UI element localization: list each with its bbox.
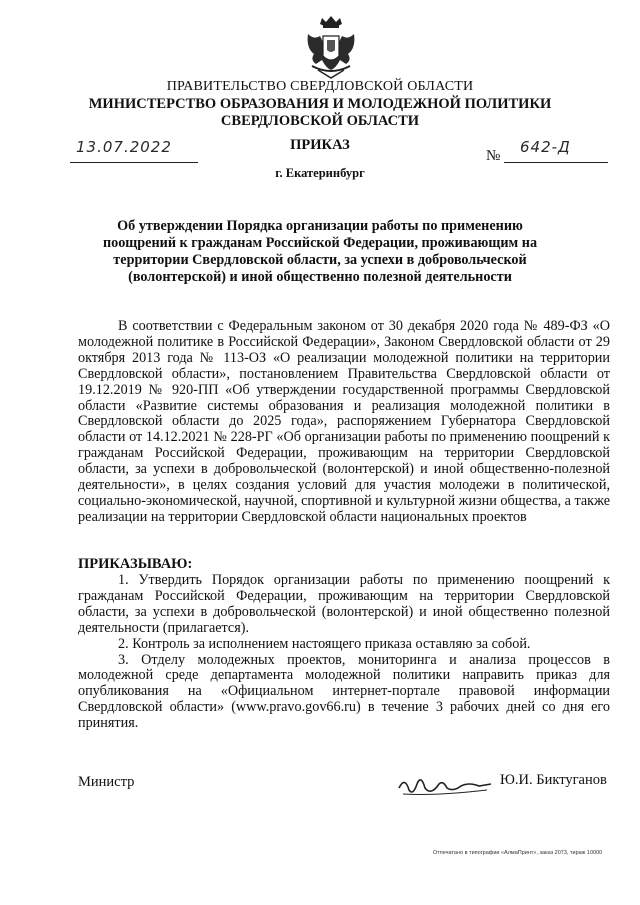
print-footer: Отпечатано в типографии «АлмаПринт», заказ 2073, тираж 10000 bbox=[433, 850, 603, 856]
government-name: ПРАВИТЕЛЬСТВО СВЕРДЛОВСКОЙ ОБЛАСТИ bbox=[166, 79, 474, 94]
signatory-name: Ю.И. Биктуганов bbox=[500, 772, 607, 788]
order-directive: ПРИКАЗЫВАЮ: bbox=[78, 556, 193, 572]
order-date-field bbox=[70, 138, 198, 163]
signatory-position: Министр bbox=[78, 774, 135, 790]
document-type: ПРИКАЗ bbox=[290, 137, 350, 153]
city: г. Екатеринбург bbox=[275, 166, 365, 180]
order-date: 13.07.2022 bbox=[76, 138, 172, 156]
order-item-2: 2. Контроль за исполнением настоящего приказа оставляю за собой. bbox=[118, 635, 531, 652]
preamble-paragraph: В соответствии с Федеральным законом от 30 декабря 2020 года № 489-ФЗ «О молодежной политике в Российской Федерации», Законом Свердловской области от 29 октября 2013 года № 113-ОЗ «О реализации молодежной политики на территории Свердловской области», постановлением Правительства Свердловской области от 19.12.2019 № 920-ПП «Об утверждении государственной программы Свердловской области «Развитие системы образования и реализация молодежной политики в Свердловской области до 2025 года», распоряжением Губернатора Свердловской области от 14.12.2021 № 228-РГ «Об организации работы по применению поощрений к гражданам Российской Федерации, проживающим на территории Свердловской области, за успехи в добровольческой (волонтерской) и иной общественно-полезной деятельности», в целях создания условий для участия молодежи в политической, социально-экономической, научной, спортивной и культурной жизни общества, а также реализации на территории Свердловской области национальных проектов bbox=[78, 318, 610, 525]
order-item-1: 1. Утвердить Порядок организации работы по применению поощрений к гражданам Российской Федерации, проживающим на территории Свердловской области, за успехи в добровольческой (волонтерской) и иной общественно полезной деятельности (прилагается). bbox=[78, 572, 610, 636]
order-number-label: № bbox=[486, 148, 501, 164]
order-items bbox=[78, 573, 610, 732]
order-number-field bbox=[504, 138, 608, 163]
order-item-3: 3. Отделу молодежных проектов, мониторинга и анализа процессов в молодежной среде департамента молодежной политики направить приказ для опубликования на «Официальном интернет-портале правовой информации Свердловской области» (www.pravo.gov66.ru) в течение 3 рабочих дней со дня его принятия. bbox=[78, 651, 610, 732]
handwritten-signature-icon bbox=[395, 766, 495, 802]
ministry-name-line2: СВЕРДЛОВСКОЙ ОБЛАСТИ bbox=[220, 113, 420, 129]
ministry-name bbox=[0, 96, 640, 130]
order-number: 642-Д bbox=[520, 138, 571, 156]
document-title: Об утверждении Порядка организации работы по применению поощрений к гражданам Российской Федерации, проживающим на территории Свердловской области, за успехи в добровольческой (волонтерской) и иной общественно полезной деятельности bbox=[102, 218, 538, 285]
ministry-name-line1: МИНИСТЕРСТВО ОБРАЗОВАНИЯ И МОЛОДЕЖНОЙ ПОЛИТИКИ bbox=[88, 96, 552, 112]
coat-of-arms-icon bbox=[304, 14, 358, 80]
